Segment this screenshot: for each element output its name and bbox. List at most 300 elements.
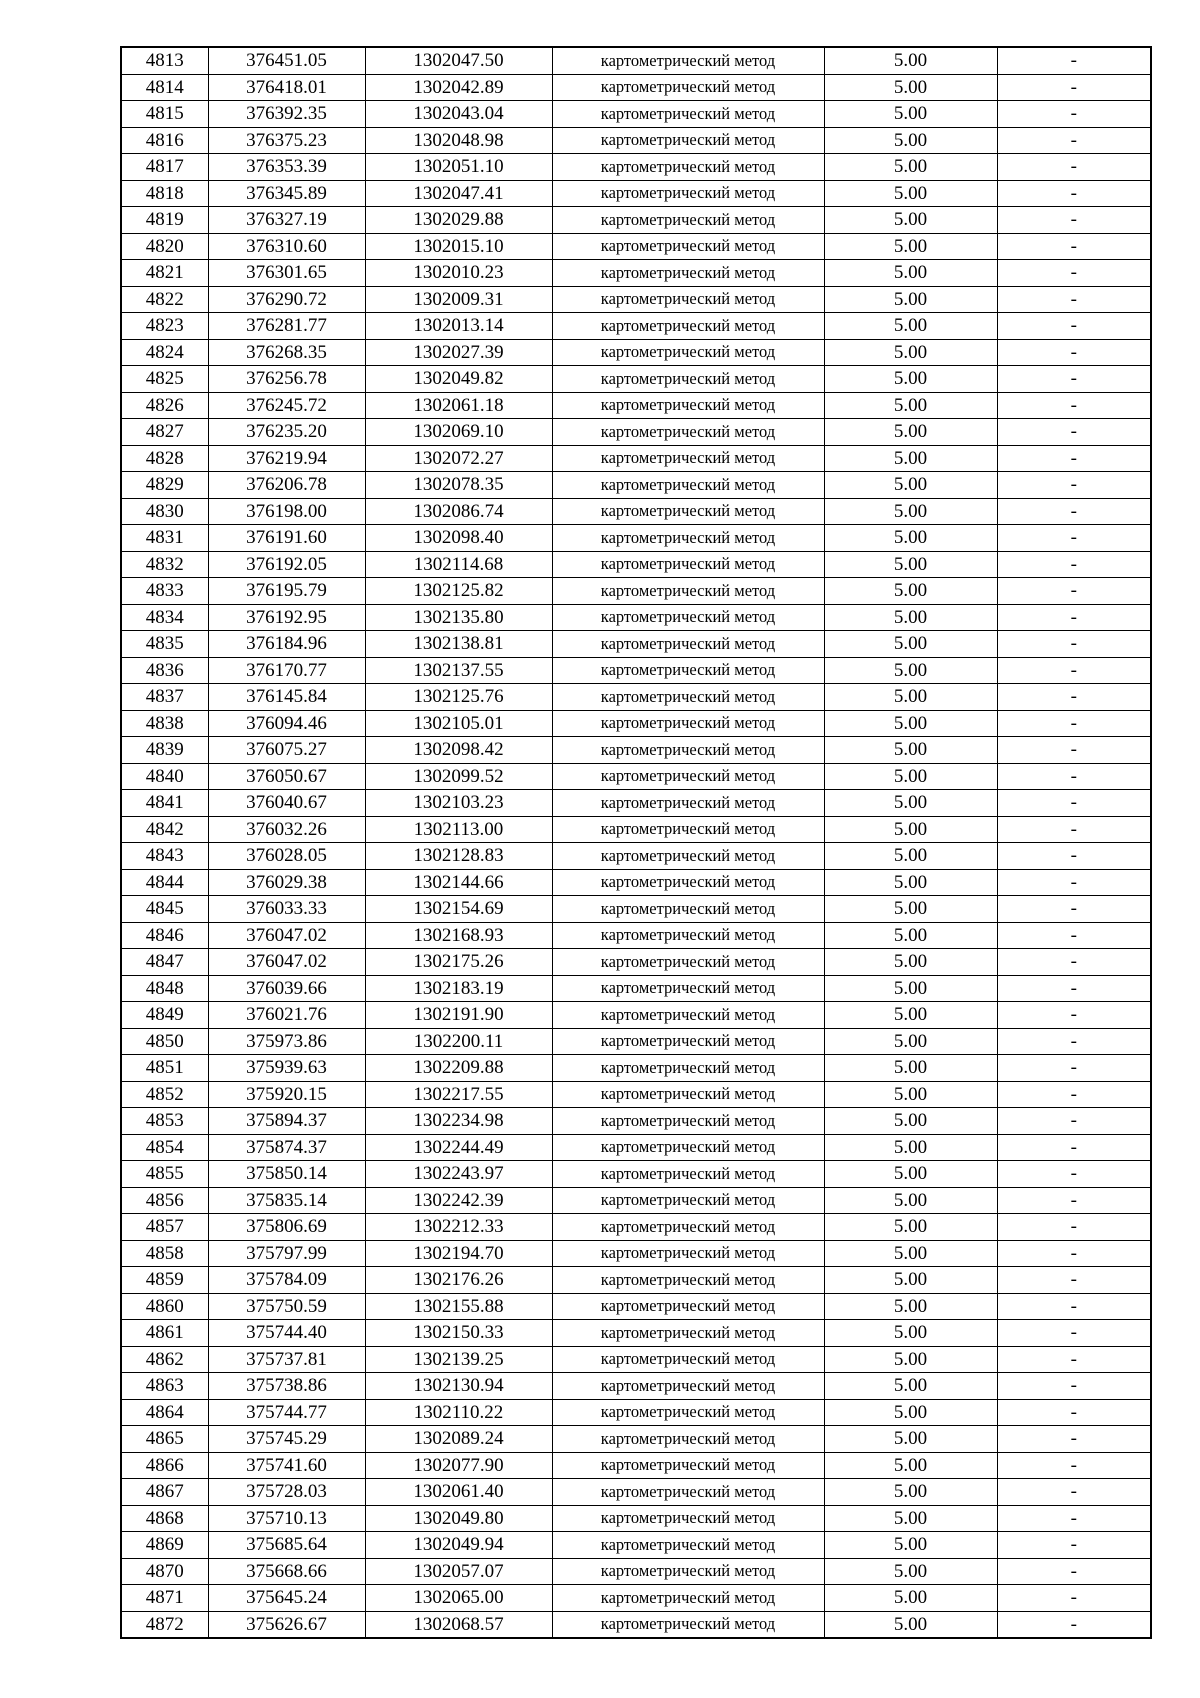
table-row [121,631,1151,658]
method-cell: картометрический метод [552,1505,824,1532]
table-row [121,1081,1151,1108]
note-cell: - [997,74,1151,101]
point-number-cell: 4816 [121,127,208,154]
table-row [121,790,1151,817]
accuracy-cell: 5.00 [824,551,997,578]
note-cell: - [997,1002,1151,1029]
y-coordinate-cell: 1302113.00 [365,816,552,843]
y-coordinate-cell: 1302043.04 [365,101,552,128]
point-number-cell: 4828 [121,445,208,472]
y-coordinate-cell: 1302135.80 [365,604,552,631]
table-row [121,47,1151,74]
y-coordinate-cell: 1302217.55 [365,1081,552,1108]
accuracy-cell: 5.00 [824,1002,997,1029]
y-coordinate-cell: 1302047.41 [365,180,552,207]
y-coordinate-cell: 1302057.07 [365,1558,552,1585]
note-cell: - [997,392,1151,419]
x-coordinate-cell: 376050.67 [208,763,365,790]
y-coordinate-cell: 1302103.23 [365,790,552,817]
accuracy-cell: 5.00 [824,472,997,499]
x-coordinate-cell: 375806.69 [208,1214,365,1241]
point-number-cell: 4842 [121,816,208,843]
table-row [121,180,1151,207]
accuracy-cell: 5.00 [824,154,997,181]
x-coordinate-cell: 375973.86 [208,1028,365,1055]
note-cell: - [997,1346,1151,1373]
x-coordinate-cell: 375835.14 [208,1187,365,1214]
point-number-cell: 4869 [121,1532,208,1559]
accuracy-cell: 5.00 [824,1532,997,1559]
accuracy-cell: 5.00 [824,392,997,419]
table-row [121,1134,1151,1161]
note-cell: - [997,763,1151,790]
accuracy-cell: 5.00 [824,74,997,101]
method-cell: картометрический метод [552,1108,824,1135]
table-row [121,1002,1151,1029]
method-cell: картометрический метод [552,154,824,181]
table-row [121,1399,1151,1426]
x-coordinate-cell: 375744.77 [208,1399,365,1426]
table-row [121,445,1151,472]
table-row [121,975,1151,1002]
accuracy-cell: 5.00 [824,1399,997,1426]
x-coordinate-cell: 375738.86 [208,1373,365,1400]
method-cell: картометрический метод [552,737,824,764]
y-coordinate-cell: 1302089.24 [365,1426,552,1453]
table-row [121,949,1151,976]
y-coordinate-cell: 1302244.49 [365,1134,552,1161]
note-cell: - [997,419,1151,446]
note-cell: - [997,1055,1151,1082]
y-coordinate-cell: 1302138.81 [365,631,552,658]
x-coordinate-cell: 376418.01 [208,74,365,101]
table-row [121,74,1151,101]
note-cell: - [997,180,1151,207]
table-row [121,207,1151,234]
note-cell: - [997,366,1151,393]
note-cell: - [997,1320,1151,1347]
point-number-cell: 4866 [121,1452,208,1479]
note-cell: - [997,790,1151,817]
method-cell: картометрический метод [552,101,824,128]
method-cell: картометрический метод [552,1134,824,1161]
x-coordinate-cell: 376195.79 [208,578,365,605]
point-number-cell: 4863 [121,1373,208,1400]
point-number-cell: 4829 [121,472,208,499]
method-cell: картометрический метод [552,1558,824,1585]
y-coordinate-cell: 1302049.82 [365,366,552,393]
x-coordinate-cell: 376145.84 [208,684,365,711]
method-cell: картометрический метод [552,1293,824,1320]
x-coordinate-cell: 375685.64 [208,1532,365,1559]
method-cell: картометрический метод [552,74,824,101]
point-number-cell: 4848 [121,975,208,1002]
y-coordinate-cell: 1302209.88 [365,1055,552,1082]
table-row [121,1267,1151,1294]
x-coordinate-cell: 375737.81 [208,1346,365,1373]
x-coordinate-cell: 376353.39 [208,154,365,181]
note-cell: - [997,1028,1151,1055]
x-coordinate-cell: 375850.14 [208,1161,365,1188]
x-coordinate-cell: 376219.94 [208,445,365,472]
x-coordinate-cell: 376235.20 [208,419,365,446]
method-cell: картометрический метод [552,684,824,711]
y-coordinate-cell: 1302137.55 [365,657,552,684]
accuracy-cell: 5.00 [824,604,997,631]
x-coordinate-cell: 375710.13 [208,1505,365,1532]
accuracy-cell: 5.00 [824,1214,997,1241]
table-row [121,154,1151,181]
point-number-cell: 4838 [121,710,208,737]
method-cell: картометрический метод [552,763,824,790]
method-cell: картометрический метод [552,1240,824,1267]
table-row [121,843,1151,870]
note-cell: - [997,525,1151,552]
method-cell: картометрический метод [552,127,824,154]
table-row [121,1240,1151,1267]
x-coordinate-cell: 375797.99 [208,1240,365,1267]
table-row [121,1611,1151,1638]
x-coordinate-cell: 375750.59 [208,1293,365,1320]
coordinates-table-body [121,47,1151,1638]
point-number-cell: 4859 [121,1267,208,1294]
accuracy-cell: 5.00 [824,869,997,896]
note-cell: - [997,843,1151,870]
accuracy-cell: 5.00 [824,1452,997,1479]
y-coordinate-cell: 1302168.93 [365,922,552,949]
y-coordinate-cell: 1302155.88 [365,1293,552,1320]
point-number-cell: 4850 [121,1028,208,1055]
y-coordinate-cell: 1302061.40 [365,1479,552,1506]
y-coordinate-cell: 1302234.98 [365,1108,552,1135]
method-cell: картометрический метод [552,975,824,1002]
method-cell: картометрический метод [552,260,824,287]
accuracy-cell: 5.00 [824,843,997,870]
accuracy-cell: 5.00 [824,1558,997,1585]
y-coordinate-cell: 1302042.89 [365,74,552,101]
method-cell: картометрический метод [552,657,824,684]
accuracy-cell: 5.00 [824,260,997,287]
x-coordinate-cell: 376451.05 [208,47,365,74]
x-coordinate-cell: 376245.72 [208,392,365,419]
point-number-cell: 4835 [121,631,208,658]
note-cell: - [997,154,1151,181]
x-coordinate-cell: 376039.66 [208,975,365,1002]
note-cell: - [997,551,1151,578]
point-number-cell: 4817 [121,154,208,181]
note-cell: - [997,1452,1151,1479]
point-number-cell: 4827 [121,419,208,446]
method-cell: картометрический метод [552,1028,824,1055]
y-coordinate-cell: 1302086.74 [365,498,552,525]
y-coordinate-cell: 1302183.19 [365,975,552,1002]
method-cell: картометрический метод [552,710,824,737]
x-coordinate-cell: 376268.35 [208,339,365,366]
x-coordinate-cell: 376021.76 [208,1002,365,1029]
accuracy-cell: 5.00 [824,1346,997,1373]
method-cell: картометрический метод [552,47,824,74]
note-cell: - [997,684,1151,711]
point-number-cell: 4841 [121,790,208,817]
y-coordinate-cell: 1302243.97 [365,1161,552,1188]
point-number-cell: 4837 [121,684,208,711]
table-row [121,1161,1151,1188]
x-coordinate-cell: 376075.27 [208,737,365,764]
method-cell: картометрический метод [552,392,824,419]
y-coordinate-cell: 1302110.22 [365,1399,552,1426]
y-coordinate-cell: 1302077.90 [365,1452,552,1479]
point-number-cell: 4825 [121,366,208,393]
y-coordinate-cell: 1302150.33 [365,1320,552,1347]
table-row [121,1028,1151,1055]
accuracy-cell: 5.00 [824,127,997,154]
point-number-cell: 4840 [121,763,208,790]
note-cell: - [997,922,1151,949]
note-cell: - [997,657,1151,684]
y-coordinate-cell: 1302105.01 [365,710,552,737]
accuracy-cell: 5.00 [824,1161,997,1188]
table-row [121,419,1151,446]
table-row [121,233,1151,260]
point-number-cell: 4853 [121,1108,208,1135]
x-coordinate-cell: 376184.96 [208,631,365,658]
table-row [121,1214,1151,1241]
y-coordinate-cell: 1302009.31 [365,286,552,313]
table-row [121,392,1151,419]
x-coordinate-cell: 376301.65 [208,260,365,287]
y-coordinate-cell: 1302061.18 [365,392,552,419]
table-row [121,525,1151,552]
note-cell: - [997,472,1151,499]
x-coordinate-cell: 376281.77 [208,313,365,340]
point-number-cell: 4830 [121,498,208,525]
accuracy-cell: 5.00 [824,790,997,817]
accuracy-cell: 5.00 [824,366,997,393]
x-coordinate-cell: 375744.40 [208,1320,365,1347]
table-row [121,313,1151,340]
point-number-cell: 4871 [121,1585,208,1612]
table-row [121,578,1151,605]
point-number-cell: 4844 [121,869,208,896]
y-coordinate-cell: 1302242.39 [365,1187,552,1214]
table-row [121,604,1151,631]
method-cell: картометрический метод [552,1611,824,1638]
y-coordinate-cell: 1302069.10 [365,419,552,446]
note-cell: - [997,710,1151,737]
method-cell: картометрический метод [552,472,824,499]
point-number-cell: 4834 [121,604,208,631]
accuracy-cell: 5.00 [824,710,997,737]
y-coordinate-cell: 1302212.33 [365,1214,552,1241]
accuracy-cell: 5.00 [824,1267,997,1294]
point-number-cell: 4843 [121,843,208,870]
y-coordinate-cell: 1302098.40 [365,525,552,552]
table-row [121,1293,1151,1320]
x-coordinate-cell: 376094.46 [208,710,365,737]
x-coordinate-cell: 375668.66 [208,1558,365,1585]
method-cell: картометрический метод [552,207,824,234]
note-cell: - [997,1585,1151,1612]
point-number-cell: 4826 [121,392,208,419]
table-row [121,1452,1151,1479]
accuracy-cell: 5.00 [824,1611,997,1638]
x-coordinate-cell: 375874.37 [208,1134,365,1161]
point-number-cell: 4821 [121,260,208,287]
method-cell: картометрический метод [552,1267,824,1294]
point-number-cell: 4849 [121,1002,208,1029]
note-cell: - [997,207,1151,234]
accuracy-cell: 5.00 [824,1426,997,1453]
x-coordinate-cell: 375728.03 [208,1479,365,1506]
note-cell: - [997,260,1151,287]
accuracy-cell: 5.00 [824,180,997,207]
table-row [121,763,1151,790]
note-cell: - [997,1558,1151,1585]
method-cell: картометрический метод [552,790,824,817]
table-row [121,1346,1151,1373]
y-coordinate-cell: 1302013.14 [365,313,552,340]
table-row [121,737,1151,764]
table-row [121,657,1151,684]
point-number-cell: 4870 [121,1558,208,1585]
accuracy-cell: 5.00 [824,631,997,658]
method-cell: картометрический метод [552,1346,824,1373]
point-number-cell: 4818 [121,180,208,207]
x-coordinate-cell: 375894.37 [208,1108,365,1135]
method-cell: картометрический метод [552,1055,824,1082]
note-cell: - [997,1611,1151,1638]
note-cell: - [997,1399,1151,1426]
x-coordinate-cell: 375939.63 [208,1055,365,1082]
point-number-cell: 4814 [121,74,208,101]
y-coordinate-cell: 1302072.27 [365,445,552,472]
method-cell: картометрический метод [552,1320,824,1347]
note-cell: - [997,1426,1151,1453]
x-coordinate-cell: 376032.26 [208,816,365,843]
accuracy-cell: 5.00 [824,1240,997,1267]
note-cell: - [997,1240,1151,1267]
x-coordinate-cell: 375745.29 [208,1426,365,1453]
point-number-cell: 4822 [121,286,208,313]
accuracy-cell: 5.00 [824,922,997,949]
table-row [121,1055,1151,1082]
accuracy-cell: 5.00 [824,1293,997,1320]
accuracy-cell: 5.00 [824,101,997,128]
table-row [121,286,1151,313]
y-coordinate-cell: 1302065.00 [365,1585,552,1612]
table-row [121,1479,1151,1506]
y-coordinate-cell: 1302200.11 [365,1028,552,1055]
table-row [121,1187,1151,1214]
table-row [121,1373,1151,1400]
method-cell: картометрический метод [552,445,824,472]
accuracy-cell: 5.00 [824,949,997,976]
note-cell: - [997,313,1151,340]
x-coordinate-cell: 376170.77 [208,657,365,684]
table-row [121,816,1151,843]
note-cell: - [997,1267,1151,1294]
y-coordinate-cell: 1302130.94 [365,1373,552,1400]
method-cell: картометрический метод [552,869,824,896]
x-coordinate-cell: 376033.33 [208,896,365,923]
note-cell: - [997,445,1151,472]
y-coordinate-cell: 1302049.80 [365,1505,552,1532]
method-cell: картометрический метод [552,419,824,446]
y-coordinate-cell: 1302176.26 [365,1267,552,1294]
table-row [121,1558,1151,1585]
accuracy-cell: 5.00 [824,445,997,472]
x-coordinate-cell: 376028.05 [208,843,365,870]
table-row [121,551,1151,578]
note-cell: - [997,975,1151,1002]
accuracy-cell: 5.00 [824,47,997,74]
method-cell: картометрический метод [552,525,824,552]
method-cell: картометрический метод [552,604,824,631]
x-coordinate-cell: 376191.60 [208,525,365,552]
point-number-cell: 4857 [121,1214,208,1241]
point-number-cell: 4867 [121,1479,208,1506]
x-coordinate-cell: 375626.67 [208,1611,365,1638]
table-row [121,498,1151,525]
note-cell: - [997,949,1151,976]
table-row [121,260,1151,287]
note-cell: - [997,101,1151,128]
method-cell: картометрический метод [552,366,824,393]
method-cell: картометрический метод [552,313,824,340]
point-number-cell: 4865 [121,1426,208,1453]
accuracy-cell: 5.00 [824,1134,997,1161]
x-coordinate-cell: 376375.23 [208,127,365,154]
y-coordinate-cell: 1302099.52 [365,763,552,790]
note-cell: - [997,47,1151,74]
accuracy-cell: 5.00 [824,737,997,764]
y-coordinate-cell: 1302125.82 [365,578,552,605]
note-cell: - [997,1214,1151,1241]
table-row [121,1585,1151,1612]
y-coordinate-cell: 1302027.39 [365,339,552,366]
accuracy-cell: 5.00 [824,1320,997,1347]
accuracy-cell: 5.00 [824,657,997,684]
x-coordinate-cell: 376192.95 [208,604,365,631]
note-cell: - [997,1081,1151,1108]
y-coordinate-cell: 1302125.76 [365,684,552,711]
method-cell: картометрический метод [552,1373,824,1400]
point-number-cell: 4824 [121,339,208,366]
method-cell: картометрический метод [552,1532,824,1559]
method-cell: картометрический метод [552,578,824,605]
point-number-cell: 4833 [121,578,208,605]
note-cell: - [997,1532,1151,1559]
table-row [121,896,1151,923]
note-cell: - [997,578,1151,605]
accuracy-cell: 5.00 [824,1187,997,1214]
note-cell: - [997,1134,1151,1161]
table-row [121,684,1151,711]
point-number-cell: 4858 [121,1240,208,1267]
x-coordinate-cell: 376310.60 [208,233,365,260]
y-coordinate-cell: 1302051.10 [365,154,552,181]
note-cell: - [997,127,1151,154]
note-cell: - [997,1293,1151,1320]
x-coordinate-cell: 376192.05 [208,551,365,578]
x-coordinate-cell: 376040.67 [208,790,365,817]
method-cell: картометрический метод [552,949,824,976]
method-cell: картометрический метод [552,1399,824,1426]
y-coordinate-cell: 1302139.25 [365,1346,552,1373]
note-cell: - [997,233,1151,260]
method-cell: картометрический метод [552,1479,824,1506]
y-coordinate-cell: 1302048.98 [365,127,552,154]
